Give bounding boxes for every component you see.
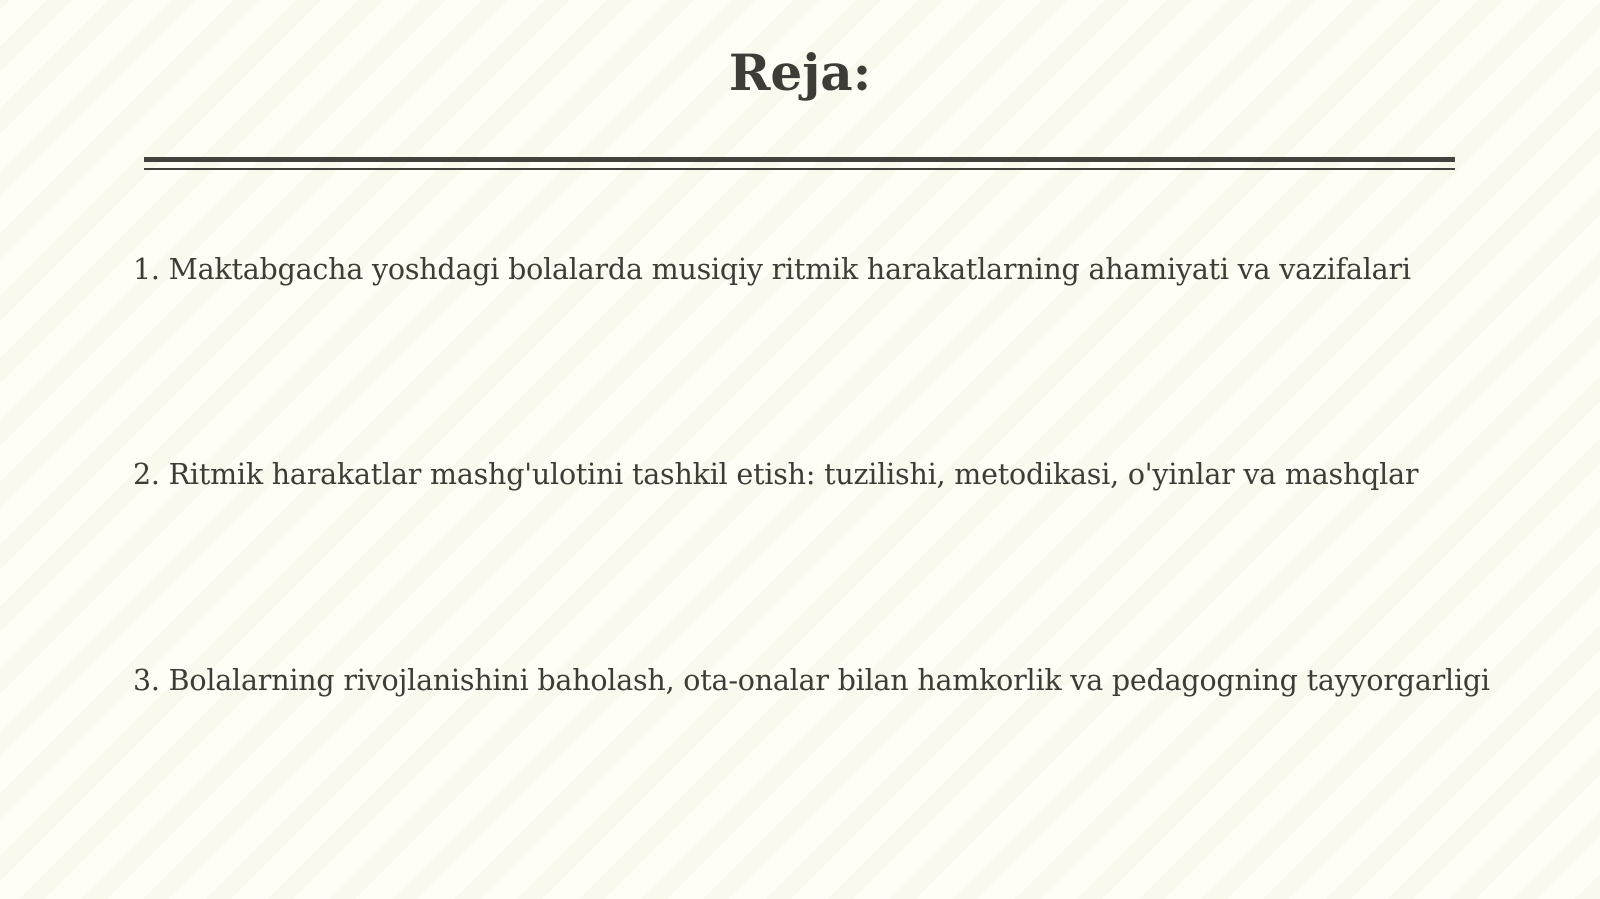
plan-item-2: 2. Ritmik harakatlar mashg'ulotini tashkil etish: tuzilishi, metodikasi, o'yinlar va mashqlar	[133, 458, 1419, 491]
title-divider-thick	[144, 157, 1455, 162]
title-divider-thin	[144, 168, 1455, 170]
plan-item-3: 3. Bolalarning rivojlanishini baholash, ota-onalar bilan hamkorlik va pedagogning tayyorgarligi	[133, 664, 1490, 697]
slide-title: Reja:	[728, 43, 872, 102]
plan-item-1: 1. Maktabgacha yoshdagi bolalarda musiqiy ritmik harakatlarning ahamiyati va vazifalari	[133, 253, 1411, 286]
